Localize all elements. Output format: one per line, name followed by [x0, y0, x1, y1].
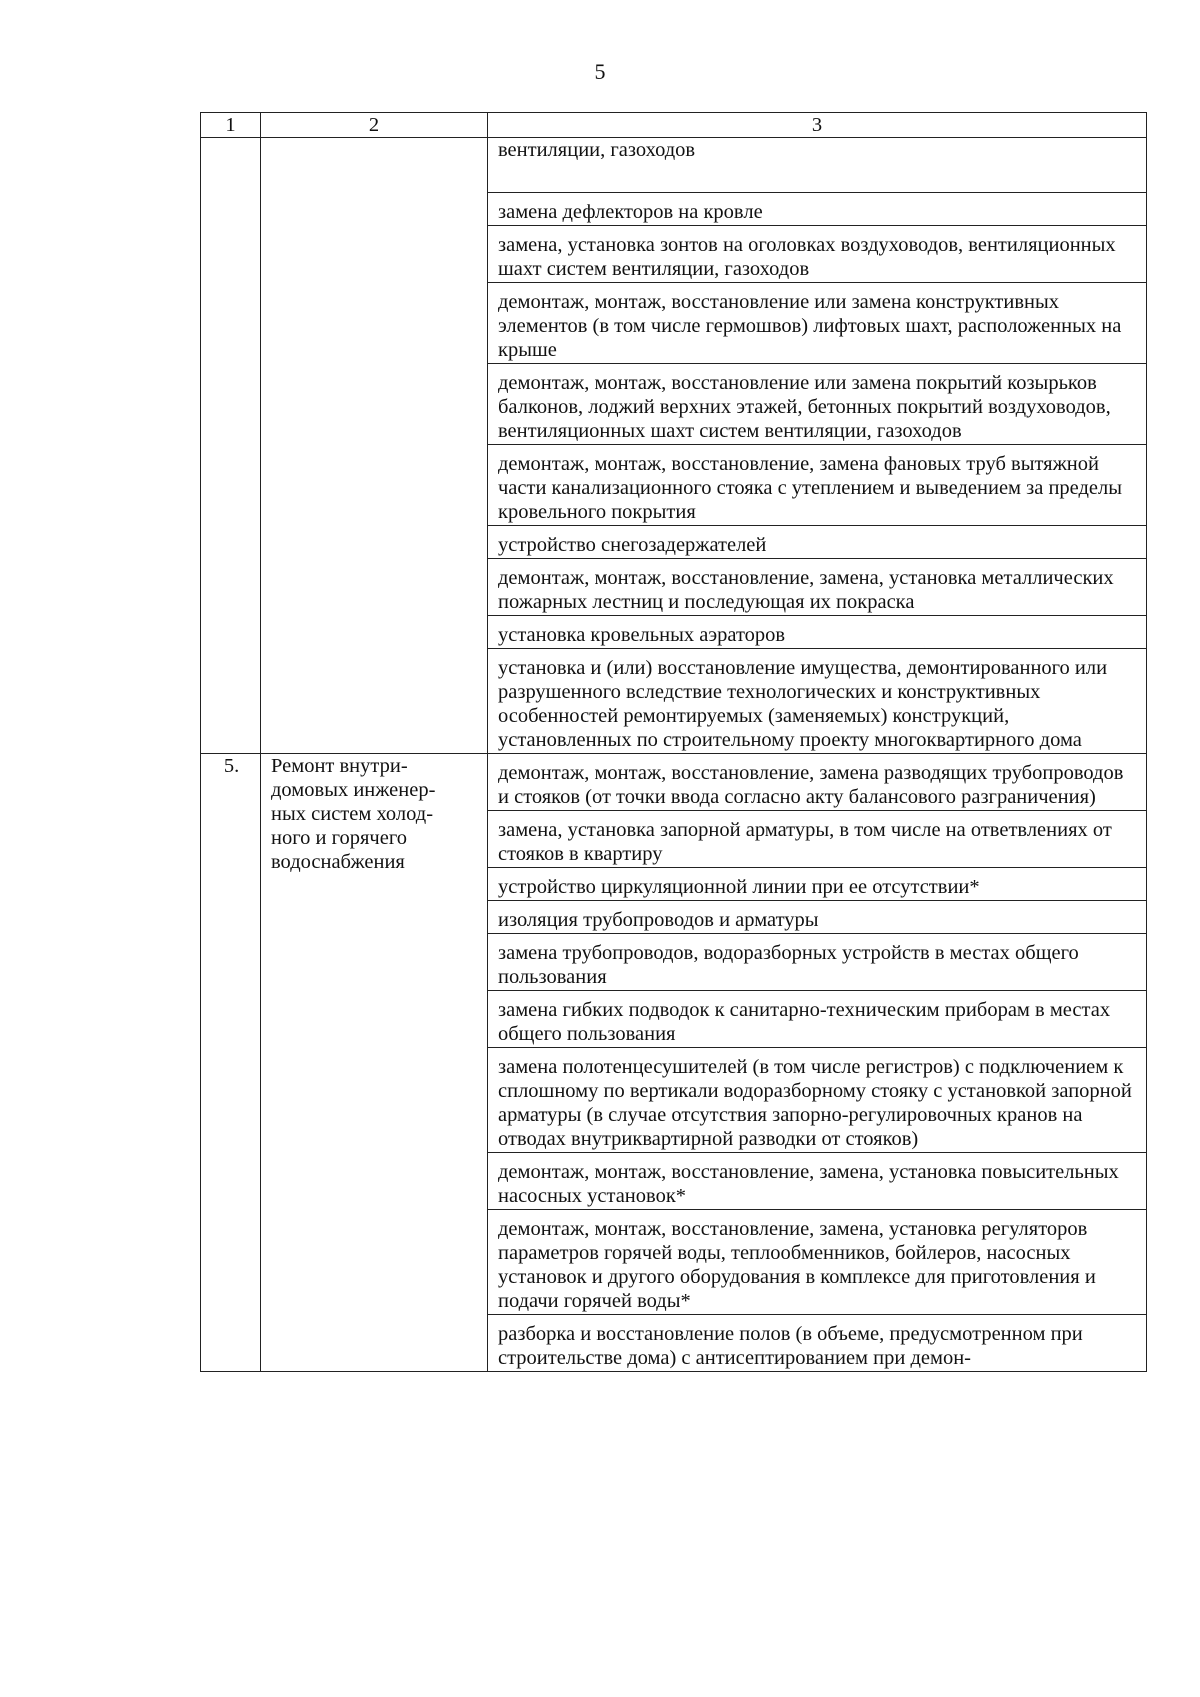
work-item: установка и (или) восстановление имущества, демонтированного или разрушенного вследствие технологических и конструктивных особенностей ремонтируемых (заменяемых) конструкций, установленных по строительному проекту многоквартирного дома [488, 649, 1147, 754]
work-item: демонтаж, монтаж, восстановление, замена фановых труб вытяжной части канализационного стояка с утеплением и выведением за пределы кровельного покрытия [488, 445, 1147, 526]
table-row [201, 138, 1147, 193]
page-number: 5 [594, 59, 606, 84]
work-item: замена гибких подводок к санитарно-техническим приборам в местах общего пользования [488, 991, 1147, 1048]
work-item: замена полотенцесушителей (в том числе регистров) с подключением к сплошному по вертикали водоразборному стояку с установкой запорной арматуры (в случае отсутствия запорно-регулировочных кранов на отводах внутриквартирной разводки от стояков) [488, 1048, 1147, 1153]
work-item: установка кровельных аэраторов [488, 616, 1147, 649]
work-item: замена, установка запорной арматуры, в том числе на ответвлениях от стояков в квартиру [488, 811, 1147, 868]
work-item: вентиляции, газоходов [488, 138, 1147, 193]
work-item: замена дефлекторов на кровле [488, 193, 1147, 226]
table-header-row [201, 113, 1147, 138]
work-item: демонтаж, монтаж, восстановление, замена, установка повысительных насосных установок* [488, 1153, 1147, 1210]
work-item: демонтаж, монтаж, восстановление, замена разводящих трубопроводов и стояков (от точки ввода согласно акту балансового разграничения) [488, 754, 1147, 811]
work-item: устройство снегозадержателей [488, 526, 1147, 559]
work-item: разборка и восстановление полов (в объеме, предусмотренном при строительстве дома) с антисептированием при демон- [488, 1315, 1147, 1372]
work-item: демонтаж, монтаж, восстановление или замена покрытий козырьков балконов, лоджий верхних этажей, бетонных покрытий воздуховодов, вентиляционных шахт систем вентиляции, газоходов [488, 364, 1147, 445]
column-header-1: 1 [201, 113, 261, 138]
work-item: демонтаж, монтаж, восстановление, замена, установка металлических пожарных лестниц и последующая их покраска [488, 559, 1147, 616]
item-number: 5. [201, 754, 261, 1372]
work-item: замена трубопроводов, водоразборных устройств в местах общего пользования [488, 934, 1147, 991]
item-name [261, 138, 488, 754]
work-item: устройство циркуляционной линии при ее отсутствии* [488, 868, 1147, 901]
column-header-2: 2 [261, 113, 488, 138]
work-item: замена, установка зонтов на оголовках воздуховодов, вентиляционных шахт систем вентиляции, газоходов [488, 226, 1147, 283]
table-row [201, 754, 1147, 811]
column-header-3: 3 [488, 113, 1147, 138]
item-number [201, 138, 261, 754]
works-table [200, 112, 1147, 1372]
item-name: Ремонт внутри- домовых инженер- ных систем холод- ного и горячего водоснабжения [261, 754, 488, 1372]
work-item: демонтаж, монтаж, восстановление или замена конструктивных элементов (в том числе гермошвов) лифтовых шахт, расположенных на крыше [488, 283, 1147, 364]
work-item: изоляция трубопроводов и арматуры [488, 901, 1147, 934]
work-item: демонтаж, монтаж, восстановление, замена, установка регуляторов параметров горячей воды, теплообменников, бойлеров, насосных установок и другого оборудования в комплексе для приготовления и подачи горячей воды* [488, 1210, 1147, 1315]
